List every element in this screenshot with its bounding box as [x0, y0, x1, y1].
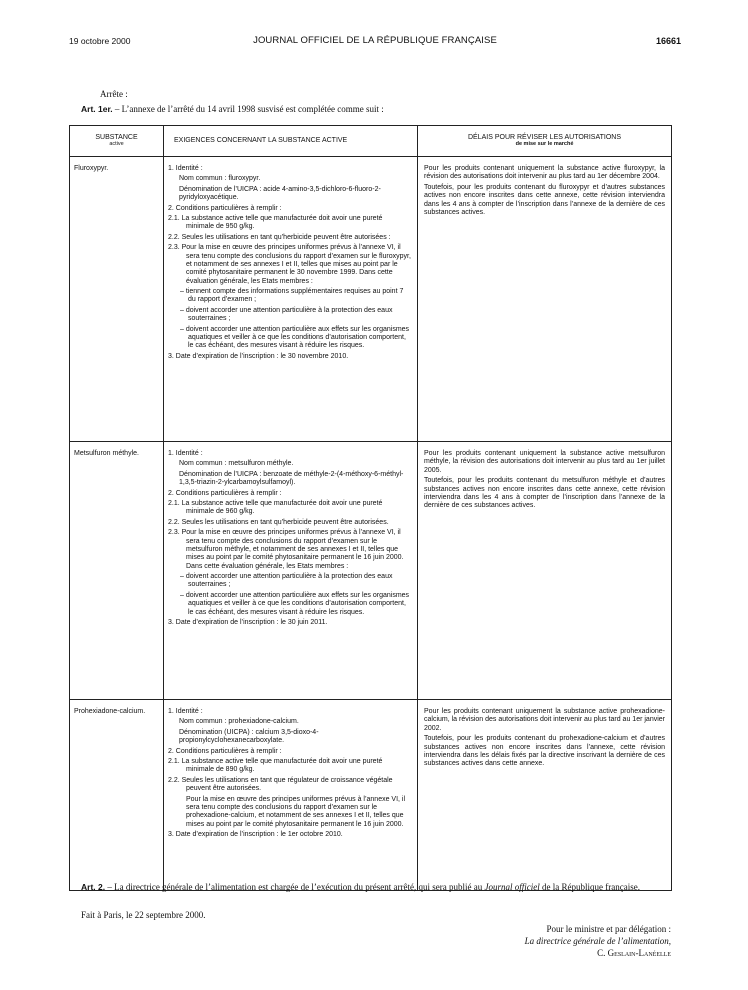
page-header	[69, 36, 681, 50]
substance-cell: Fluroxypyr.	[70, 157, 164, 442]
signature-block	[440, 923, 671, 959]
deadline-paragraph: Pour les produits contenant uniquement la substance active prohexadione-calcium, la révision des autorisations doit intervenir au plus tard au 1er janvier 2002.	[424, 708, 665, 732]
header-requirements: EXIGENCES CONCERNANT LA SUBSTANCE ACTIVE	[164, 126, 418, 157]
signature-line-1: Pour le ministre et par délégation :	[546, 924, 671, 934]
article-2-text-a: – La directrice générale de l’alimentation est chargée de l’exécution du présent arrêté, qui sera publié au	[105, 882, 485, 892]
req-line: – tiennent compte des informations supplémentaires requises au point 7 du rapport d’examen ;	[180, 288, 404, 304]
header-deadlines-sub: de mise sur le marché	[515, 140, 574, 147]
requirements-cell	[164, 700, 418, 891]
signatory-name: C. Geslain-Lanéelle	[597, 948, 671, 959]
req-line: – doivent accorder une attention particulière à la protection des eaux souterraines ;	[180, 306, 393, 323]
header-substance	[70, 126, 164, 157]
deadline-paragraph: Toutefois, pour les produits contenant du metsulfuron méthyle et d’autres substances actives non encore inscrites dans cette annexe, cette révision interviendra dans les 4 ans à compter de l’inscription dans l’annexe de la dernière de ces substances actives.	[424, 477, 665, 510]
article-2-journal: Journal officiel	[484, 882, 540, 892]
req-line: 2.1. La substance active telle que manufacturée doit avoir une pureté minimale de 950 g/kg.	[168, 214, 383, 231]
article-1-text: – L’annexe de l’arrêté du 14 avril 1998 susvisé est complétée comme suit :	[112, 104, 384, 114]
arrete-line: Arrête :	[100, 89, 128, 99]
header-substance-sub: active	[109, 140, 124, 147]
req-line: 2. Conditions particulières à remplir :	[168, 489, 282, 497]
req-line: Nom commun : metsulfuron méthyle.	[179, 460, 294, 468]
req-line: 3. Date d’expiration de l’inscription : le 1er octobre 2010.	[168, 831, 343, 839]
req-line: Nom commun : prohexiadone-calcium.	[179, 718, 299, 726]
header-substance-main: SUBSTANCE	[95, 134, 138, 142]
place-date-line: Fait à Paris, le 22 septembre 2000.	[81, 910, 206, 920]
table-row	[70, 700, 672, 891]
req-line: Dénomination de l’UICPA : benzoate de méthyle-2-(4-méthoxy-6-méthyl-1,3,5-triazin-2-ylcarbamoylsulfamoyl).	[179, 470, 404, 487]
req-line: 2.2. Seules les utilisations en tant qu’herbicide peuvent être autorisées.	[168, 518, 389, 526]
article-1-label: Art. 1er.	[81, 104, 113, 114]
header-deadlines	[418, 126, 672, 157]
req-line: 1. Identité :	[168, 165, 203, 172]
req-line: 2.3. Pour la mise en œuvre des principes uniformes prévus à l’annexe VI, il sera tenu compte des conclusions du rapport d’examen sur le fluroxypyr, et notamment de ses annexes I et II, telles que mises au point par le comité phytosanitaire permanent le 30 novembre 1999. Dans cette évaluation générale, les Etats membres :	[168, 244, 411, 285]
req-line: Pour la mise en œuvre des principes uniformes prévus à l’annexe VI, il sera tenu compte des conclusions du rapport d’examen sur le prohexadione-calcium, et notamment de ses annexes I et II, telles que mises au point par le comité phytosanitaire permanent le 16 juin 2000.	[186, 795, 406, 828]
req-line: – doivent accorder une attention particulière aux effets sur les organismes aquatiques et veiller à ce que les conditions d’autorisation comportent, le cas échéant, des mesures visant à réduire les risques.	[180, 591, 410, 616]
deadlines-cell	[418, 157, 672, 442]
deadlines-cell	[418, 700, 672, 891]
req-line: 2.1. La substance active telle que manufacturée doit avoir une pureté minimale de 960 g/kg.	[168, 499, 383, 516]
req-line: 1. Identité :	[168, 708, 203, 715]
article-2-text-b: de la République française.	[539, 882, 640, 892]
requirements-cell	[164, 157, 418, 442]
req-line: 2.2. Seules les utilisations en tant qu’herbicide peuvent être autorisées :	[168, 233, 391, 241]
req-line: 2.2. Seules les utilisations en tant que régulateur de croissance végétale peuvent être autorisées.	[168, 776, 393, 793]
deadline-paragraph: Toutefois, pour les produits contenant du fluroxypyr et d’autres substances actives non encore inscrites dans cette annexe, cette révision interviendra dans les 4 ans à compter de l’inscription dans l’annexe de la dernière de ces substances actives.	[424, 183, 665, 216]
annex-table	[69, 125, 672, 891]
req-line: 1. Identité :	[168, 450, 203, 457]
deadline-paragraph: Pour les produits contenant uniquement la substance active metsulfuron méthyle, la révision des autorisations doit intervenir au plus tard au 1er juillet 2005.	[424, 450, 665, 474]
req-line: 2.1. La substance active telle que manufacturée doit avoir une pureté minimale de 890 g/kg.	[168, 757, 383, 774]
deadline-paragraph: Pour les produits contenant uniquement la substance active fluroxypyr, la révision des autorisations doit intervenir au plus tard au 1er décembre 2004.	[424, 165, 665, 181]
req-line: Dénomination (UICPA) : calcium 3,5-dioxo-4-propionylcyclohexanecarboxylate.	[179, 728, 319, 745]
req-line: Dénomination de l’UICPA : acide 4-amino-3,5-dichloro-6-fluoro-2-pyridyloxyacétique.	[179, 185, 381, 202]
signature-line-2: La directrice générale de l’alimentation,	[524, 936, 671, 947]
table-row	[70, 157, 672, 442]
journal-title: JOURNAL OFFICIEL DE LA RÉPUBLIQUE FRANÇAISE	[253, 35, 497, 46]
req-line: 2. Conditions particulières à remplir :	[168, 747, 282, 755]
req-line: 3. Date d’expiration de l’inscription : le 30 novembre 2010.	[168, 352, 349, 360]
requirements-cell	[164, 442, 418, 700]
issue-date: 19 octobre 2000	[69, 36, 131, 46]
page-number: 16661	[655, 36, 681, 46]
req-line: – doivent accorder une attention particulière aux effets sur les organismes aquatiques et veiller à ce que les conditions d’autorisation comportent, le cas échéant, des mesures visant à réduire les risques.	[180, 325, 410, 350]
deadlines-cell	[418, 442, 672, 700]
table-header-row	[70, 126, 672, 157]
req-line: 2. Conditions particulières à remplir :	[168, 204, 282, 212]
req-line: 2.3. Pour la mise en œuvre des principes uniformes prévus à l’annexe VI, il sera tenu compte des conclusions du rapport d’examen sur le metsulfuron méthyle, et notamment de ses annexes I et II, telles que mises au point par le comité phytosanitaire permanent le 16 juin 2000. Dans cette évaluation générale, les Etats membres :	[168, 529, 404, 570]
deadline-paragraph: Toutefois, pour les produits contenant du prohexadione-calcium et d’autres substances actives non encore inscrites dans l’annexe, cette révision interviendra dans les délais fixés par la directive inscrivant la dernière de ces substances actives dans cette annexe.	[424, 735, 665, 768]
req-line: Nom commun : fluroxypyr.	[179, 175, 261, 183]
req-line: – doivent accorder une attention particulière à la protection des eaux souterraines ;	[180, 573, 393, 589]
substance-cell: Metsulfuron méthyle.	[70, 442, 164, 700]
article-2	[81, 882, 671, 893]
article-2-label: Art. 2.	[81, 882, 106, 892]
table-row	[70, 442, 672, 700]
req-line: 3. Date d’expiration de l’inscription : le 30 juin 2011.	[168, 619, 328, 627]
substance-cell: Prohexiadone-calcium.	[70, 700, 164, 891]
article-1	[81, 104, 384, 114]
header-deadlines-main: DÉLAIS POUR RÉVISER LES AUTORISATIONS	[467, 134, 621, 142]
